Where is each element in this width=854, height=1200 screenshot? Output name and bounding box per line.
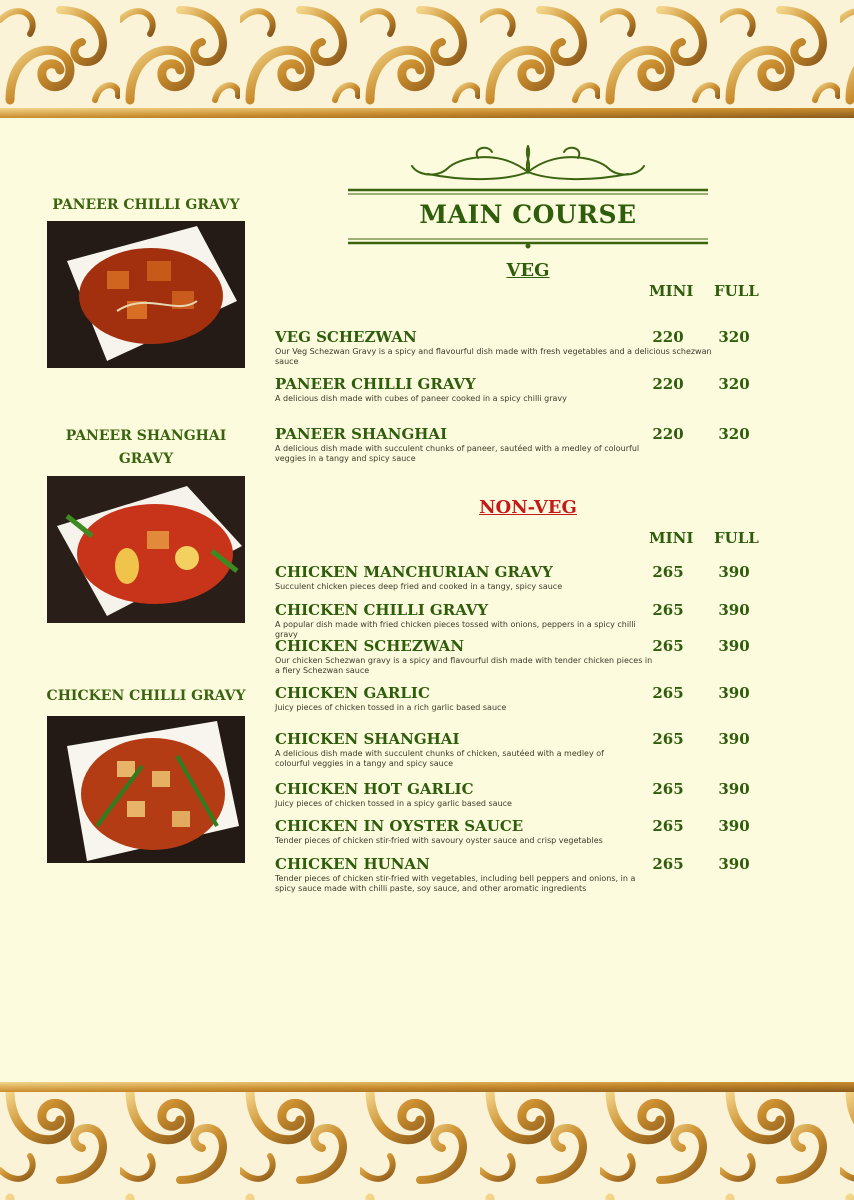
price-mini: 220 (652, 375, 684, 393)
menu-item (275, 426, 775, 464)
nonveg-section-heading: NON-VEG (479, 497, 577, 518)
mini-column-header: MINI (649, 529, 694, 547)
paneer-chilli-gravy-photo (47, 221, 245, 368)
chicken-chilli-gravy-photo (47, 716, 245, 863)
price-mini: 265 (652, 637, 684, 655)
item-name: CHICKEN CHILLI GRAVY (275, 601, 489, 619)
paneer-shanghai-gravy-photo (47, 476, 245, 623)
title-ornament-flourish (348, 138, 708, 256)
item-description: A delicious dish made with succulent chunks of chicken, sautéed with a medley of colourful veggies in a tangy and spicy sauce (275, 749, 604, 768)
bottom-ornament-border (0, 1082, 854, 1200)
item-name: CHICKEN HOT GARLIC (275, 780, 474, 798)
price-full: 390 (718, 730, 750, 748)
veg-section-heading: VEG (506, 260, 550, 281)
price-full: 320 (718, 328, 750, 346)
item-name: PANEER CHILLI GRAVY (275, 375, 476, 393)
price-full: 390 (718, 780, 750, 798)
item-description: Juicy pieces of chicken tossed in a spicy garlic based sauce (275, 799, 512, 808)
item-description: Tender pieces of chicken stir-fried with savoury oyster sauce and crisp vegetables (275, 836, 603, 845)
menu-item (275, 818, 775, 846)
item-description: Our chicken Schezwan gravy is a spicy and flavourful dish made with tender chicken pieces in a fiery Schezwan sauce (275, 656, 653, 675)
menu-item (275, 602, 775, 640)
menu-item (275, 685, 775, 713)
price-mini: 220 (652, 328, 684, 346)
price-mini: 265 (652, 684, 684, 702)
item-name: PANEER SHANGHAI (275, 425, 448, 443)
menu-item (275, 856, 775, 894)
item-description: Tender pieces of chicken stir-fried with vegetables, including bell peppers and onions, in a spicy sauce made with chilli paste, soy sauce, and other aromatic ingredients (275, 874, 636, 893)
menu-item (275, 781, 775, 809)
item-name: CHICKEN IN OYSTER SAUCE (275, 817, 524, 835)
item-name: CHICKEN SCHEZWAN (275, 637, 465, 655)
sidebar-title-paneer-shanghai: PANEER SHANGHAI GRAVY (65, 428, 227, 467)
top-ornament-border (0, 0, 854, 118)
veg-price-headers (275, 282, 775, 302)
price-full: 390 (718, 563, 750, 581)
price-full: 320 (718, 375, 750, 393)
price-mini: 265 (652, 817, 684, 835)
price-full: 390 (718, 855, 750, 873)
page-title: MAIN COURSE (419, 200, 637, 229)
price-full: 390 (718, 601, 750, 619)
full-column-header: FULL (714, 282, 759, 300)
sidebar-title-chicken-chilli: CHICKEN CHILLI GRAVY (46, 688, 246, 704)
item-name: VEG SCHEZWAN (275, 328, 417, 346)
price-full: 390 (718, 817, 750, 835)
item-description: A delicious dish made with cubes of paneer cooked in a spicy chilli gravy (275, 394, 567, 403)
item-name: CHICKEN SHANGHAI (275, 730, 460, 748)
nonveg-price-headers (275, 529, 775, 549)
item-name: CHICKEN GARLIC (275, 684, 430, 702)
item-description: A delicious dish made with succulent chunks of paneer, sautéed with a medley of colourful veggies in a tangy and spicy sauce (275, 444, 640, 463)
item-name: CHICKEN MANCHURIAN GRAVY (275, 563, 553, 581)
menu-item (275, 731, 775, 769)
price-full: 390 (718, 637, 750, 655)
price-full: 390 (718, 684, 750, 702)
menu-item (275, 638, 775, 676)
full-column-header: FULL (714, 529, 759, 547)
item-description: Juicy pieces of chicken tossed in a rich garlic based sauce (275, 703, 507, 712)
price-full: 320 (718, 425, 750, 443)
mini-column-header: MINI (649, 282, 694, 300)
item-description: Succulent chicken pieces deep fried and cooked in a tangy, spicy sauce (275, 582, 563, 591)
price-mini: 265 (652, 730, 684, 748)
menu-item (275, 376, 775, 404)
price-mini: 265 (652, 855, 684, 873)
menu-item (275, 564, 775, 592)
price-mini: 265 (652, 601, 684, 619)
item-name: CHICKEN HUNAN (275, 855, 430, 873)
item-description: A popular dish made with fried chicken pieces tossed with onions, peppers in a spicy chilli gravy (275, 620, 636, 639)
menu-item (275, 329, 775, 367)
sidebar-title-paneer-chilli: PANEER CHILLI GRAVY (52, 197, 240, 213)
price-mini: 265 (652, 780, 684, 798)
item-description: Our Veg Schezwan Gravy is a spicy and flavourful dish made with fresh vegetables and a delicious schezwan sauce (275, 347, 712, 366)
price-mini: 265 (652, 563, 684, 581)
price-mini: 220 (652, 425, 684, 443)
